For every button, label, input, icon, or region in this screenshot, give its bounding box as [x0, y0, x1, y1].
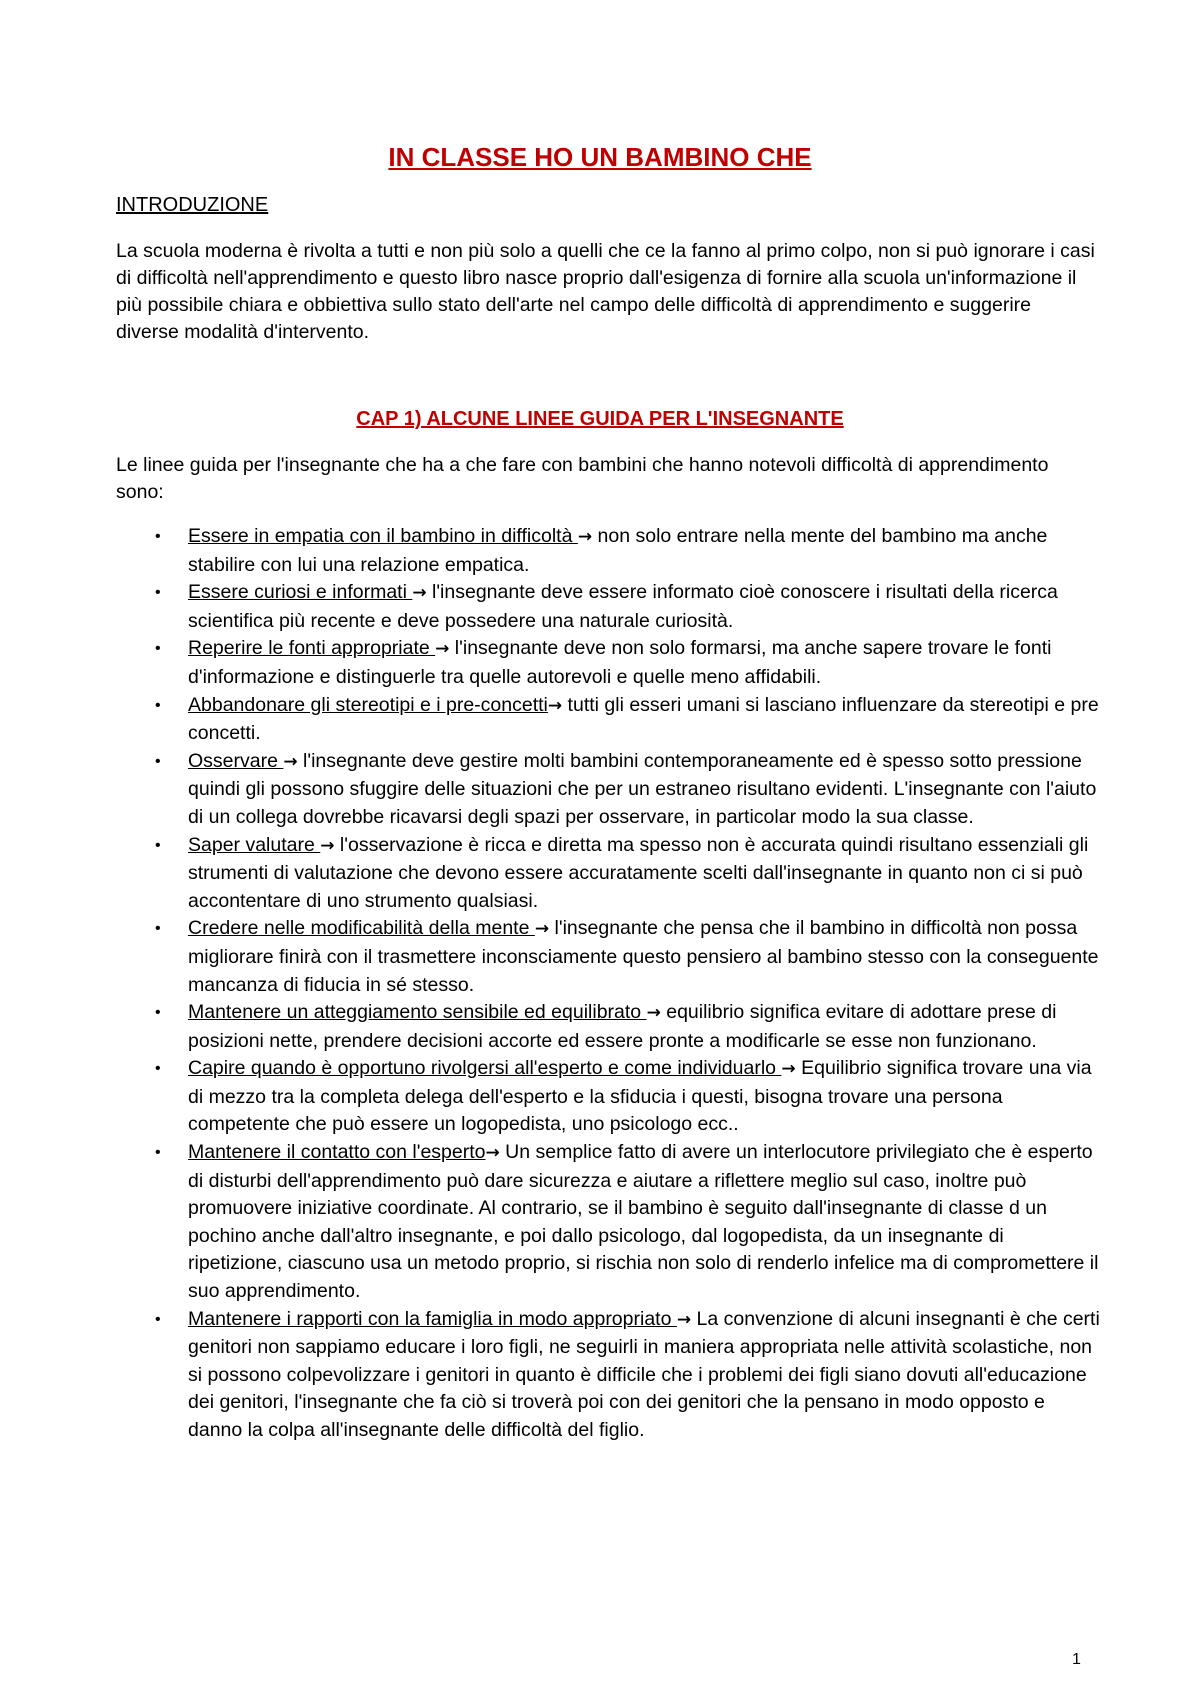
- arrow-right-icon: →: [485, 1143, 500, 1164]
- guideline-description: l'insegnante deve essere informato cioè conoscere i risultati della ricerca scientifica più recente e deve possedere una naturale curiosità.: [188, 581, 1058, 632]
- guideline-term: Osservare: [188, 749, 284, 772]
- arrow-right-icon: →: [534, 919, 550, 940]
- guideline-description: l'insegnante che pensa che il bambino in difficoltà non possa migliorare finirà con il trasmettere inconsciamente questo pensiero al bambino stesso con la conseguente mancanza di fiducia in sé stesso.: [188, 917, 1099, 996]
- guideline-item: [0, 1055, 1100, 1139]
- guideline-item: [0, 523, 1100, 579]
- guideline-description: Un semplice fatto di avere un interlocutore privilegiato che è esperto di disturbi dell'apprendimento può dare sicurezza e aiutare a riflettere meglio sul caso, inoltre può promuovere iniziative coordinate. Al contrario, se il bambino è seguito dall'insegnante di classe d un pochino anche dall'altro insegnante, e poi dallo psicologo, dal logopedista, da un insegnante di ripetizione, ciascuno usa un metodo proprio, si rischia non solo di renderlo infelice ma di compromettere il suo apprendimento.: [188, 1141, 1099, 1303]
- guideline-description: l'osservazione è ricca e diretta ma spesso non è accurata quindi risultano essenziali gli strumenti di valutazione che devono essere accuratamente scelti dall'insegnante in quanto non ci si può accontentare di uno strumento qualsiasi.: [188, 833, 1089, 912]
- arrow-right-icon: →: [577, 527, 593, 547]
- bullet-icon: •: [155, 920, 161, 938]
- guideline-term: Saper valutare: [188, 833, 321, 856]
- guideline-term: Mantenere i rapporti con la famiglia in modo appropriato: [188, 1307, 677, 1330]
- guideline-item: [0, 999, 1100, 1055]
- bullet-icon: •: [155, 836, 161, 854]
- arrow-right-icon: →: [283, 751, 298, 772]
- section-label-introduction: INTRODUZIONE: [116, 194, 269, 216]
- arrow-right-icon: →: [412, 583, 427, 604]
- guideline-item: [0, 748, 1100, 832]
- guideline-term: Abbandonare gli stereotipi e i pre-concetti: [188, 693, 548, 716]
- bullet-icon: •: [155, 1004, 161, 1022]
- guideline-term: Essere in empatia con il bambino in difficoltà: [188, 525, 578, 547]
- arrow-right-icon: →: [547, 695, 563, 716]
- arrow-right-icon: →: [781, 1059, 796, 1080]
- arrow-right-icon: →: [646, 1003, 661, 1024]
- guideline-description: l'insegnante deve non solo formarsi, ma anche sapere trovare le fonti d'informazione e distinguerle tra quelle autorevoli e quelle meno affidabili.: [188, 637, 1052, 688]
- guidelines-list: [0, 523, 1200, 1445]
- bullet-icon: •: [155, 696, 161, 714]
- page-number: 1: [1072, 1651, 1081, 1668]
- guideline-term: Reperire le fonti appropriate: [188, 637, 436, 660]
- guideline-item: [0, 692, 1100, 748]
- intro-paragraph: La scuola moderna è rivolta a tutti e non più solo a quelli che ce la fanno al primo colpo, non si può ignorare i casi di difficoltà nell'apprendimento e questo libro nasce proprio dall'esigenza di fornire alla scuola un'informazione il più possibile chiara e obbiettiva sullo stato dell'arte nel campo delle difficoltà di apprendimento e suggerire diverse modalità d'intervento.: [116, 240, 1095, 343]
- guideline-item: [0, 635, 1100, 691]
- guideline-term: Mantenere il contatto con l'esperto: [188, 1141, 486, 1164]
- bullet-icon: •: [155, 752, 161, 770]
- guideline-item: [0, 1306, 1100, 1445]
- bullet-icon: •: [155, 640, 161, 658]
- guideline-description: l'insegnante deve gestire molti bambini contemporaneamente ed è spesso sotto pressione quindi gli possono sfuggire delle situazioni che per un estraneo risultano evidenti. L'insegnante con l'aiuto di un collega dovrebbe ricavarsi degli spazi per osservare, in particolar modo la sua classe.: [188, 749, 1097, 828]
- guideline-description: Equilibrio significa trovare una via di mezzo tra la completa delega dell'esperto e la sfiducia i questi, bisogna trovare una persona competente che può essere un logopedista, uno psicologo ecc..: [188, 1057, 1092, 1136]
- guideline-item: [0, 579, 1100, 635]
- guideline-term: Credere nelle modificabilità della mente: [188, 917, 535, 940]
- guideline-description: non solo entrare nella mente del bambino ma anche stabilire con lui una relazione empatica.: [188, 525, 1048, 576]
- document-title: IN CLASSE HO UN BAMBINO CHE: [388, 142, 812, 172]
- bullet-icon: •: [155, 1060, 161, 1078]
- bullet-icon: •: [155, 584, 161, 602]
- guideline-item: [0, 1139, 1100, 1306]
- guideline-item: [0, 915, 1100, 999]
- arrow-right-icon: →: [676, 1309, 692, 1330]
- arrow-right-icon: →: [435, 639, 450, 660]
- guideline-description: tutti gli esseri umani si lasciano influenzare da stereotipi e pre concetti.: [188, 693, 1099, 745]
- guideline-term: Mantenere un atteggiamento sensibile ed equilibrato: [188, 1001, 647, 1024]
- guideline-term: Essere curiosi e informati: [188, 581, 413, 604]
- chapter-lead-paragraph: Le linee guida per l'insegnante che ha a che fare con bambini che hanno notevoli difficoltà di apprendimento sono:: [116, 454, 1049, 503]
- bullet-icon: •: [155, 1310, 161, 1328]
- chapter-title: CAP 1) ALCUNE LINEE GUIDA PER L'INSEGNANTE: [356, 408, 844, 430]
- guideline-item: [0, 832, 1100, 916]
- guideline-term: Capire quando è opportuno rivolgersi all'esperto e come individuarlo: [188, 1057, 782, 1080]
- guideline-description: equilibrio significa evitare di adottare prese di posizioni nette, prendere decisioni accorte ed essere pronte a modificarle se esse non funzionano.: [188, 1001, 1057, 1052]
- arrow-right-icon: →: [320, 835, 335, 856]
- guideline-description: La convenzione di alcuni insegnanti è che certi genitori non sappiamo educare i loro figli, ne seguirli in maniera appropriata nelle attività scolastiche, non si possono colpevolizzare i genitori in quanto è difficile che i problemi dei figli siano dovuti all'educazione dei genitori, l'insegnante che fa ciò si troverà poi con dei genitori che la pensano in modo opposto e danno la colpa all'insegnante delle difficoltà del figlio.: [188, 1307, 1100, 1441]
- bullet-icon: •: [155, 528, 161, 545]
- bullet-icon: •: [155, 1144, 161, 1162]
